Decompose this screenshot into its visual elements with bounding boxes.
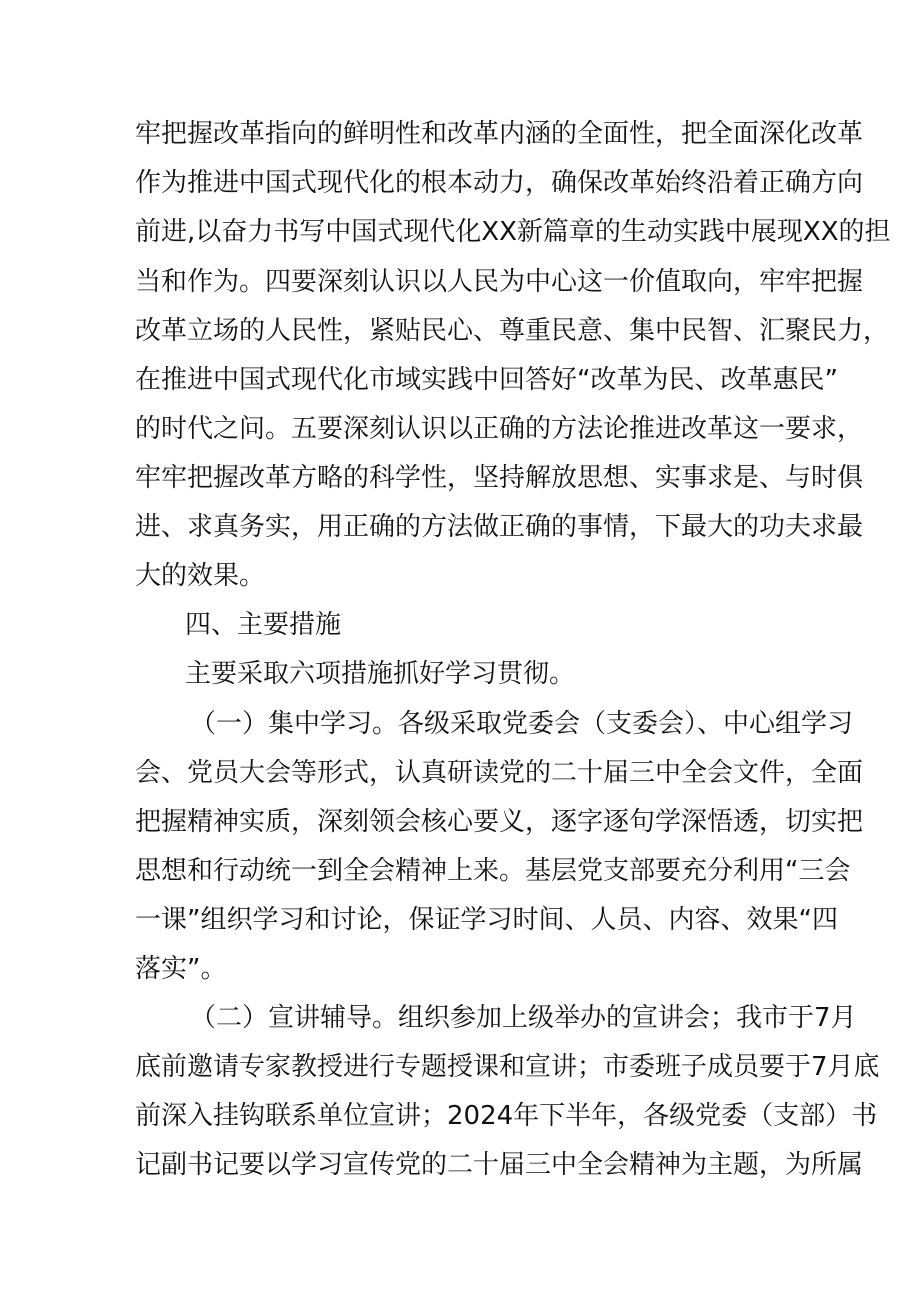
body-text-line: 作为推进中国式现代化的根本动力，确保改革始终沿着正确方向: [135, 168, 864, 198]
body-text-line: 落实”。: [135, 954, 227, 984]
body-text-line: 主要采取六项措施抓好学习贯彻。: [185, 659, 576, 689]
body-text-line: 牢牢把握改革方略的科学性，坚持解放思想、实事求是、与时俱: [135, 463, 864, 493]
body-text-line: 前深入挂钩联系单位宣讲；2024年下半年，各级党委（支部）书: [135, 1101, 878, 1131]
body-text-line: 思想和行动统一到全会精神上来。基层党支部要充分利用“三会: [135, 856, 851, 886]
body-text-line: 牢把握改革指向的鲜明性和改革内涵的全面性，把全面深化改革: [135, 119, 864, 149]
section-heading: 四、主要措施: [185, 610, 342, 640]
body-text-line: 进、求真务实，用正确的方法做正确的事情，下最大的功夫求最: [135, 512, 864, 542]
body-text-line: 前进,以奋力书写中国式现代化XX新篇章的生动实践中展现XX的担: [135, 217, 891, 247]
body-text-line: 大的效果。: [135, 561, 266, 591]
body-text-line: 底前邀请专家教授进行专题授课和宣讲；市委班子成员要于7月底: [135, 1052, 880, 1082]
subsection-first-line: （二）宣讲辅导。组织参加上级举办的宣讲会；我市于7月: [190, 1003, 857, 1033]
subsection-first-line: （一）集中学习。各级采取党委会（支委会）、中心组学习: [190, 709, 854, 739]
body-text-line: 把握精神实质，深刻领会核心要义，逐字逐句学深悟透，切实把: [135, 807, 864, 837]
body-text-line: 记副书记要以学习宣传党的二十届三中全会精神为主题，为所属: [135, 1150, 864, 1180]
body-text-line: 在推进中国式现代化市域实践中回答好“改革为民、改革惠民”: [135, 365, 838, 395]
body-text-line: 一课”组织学习和讨论，保证学习时间、人员、内容、效果“四: [135, 905, 838, 935]
body-text-line: 会、党员大会等形式，认真研读党的二十届三中全会文件，全面: [135, 758, 864, 788]
body-text-line: 当和作为。四要深刻认识以人民为中心这一价值取向，牢牢把握: [135, 267, 864, 297]
body-text-line: 改革立场的人民性，紧贴民心、尊重民意、集中民智、汇聚民力，: [135, 316, 890, 346]
body-text-line: 的时代之问。五要深刻认识以正确的方法论推进改革这一要求，: [135, 414, 864, 444]
